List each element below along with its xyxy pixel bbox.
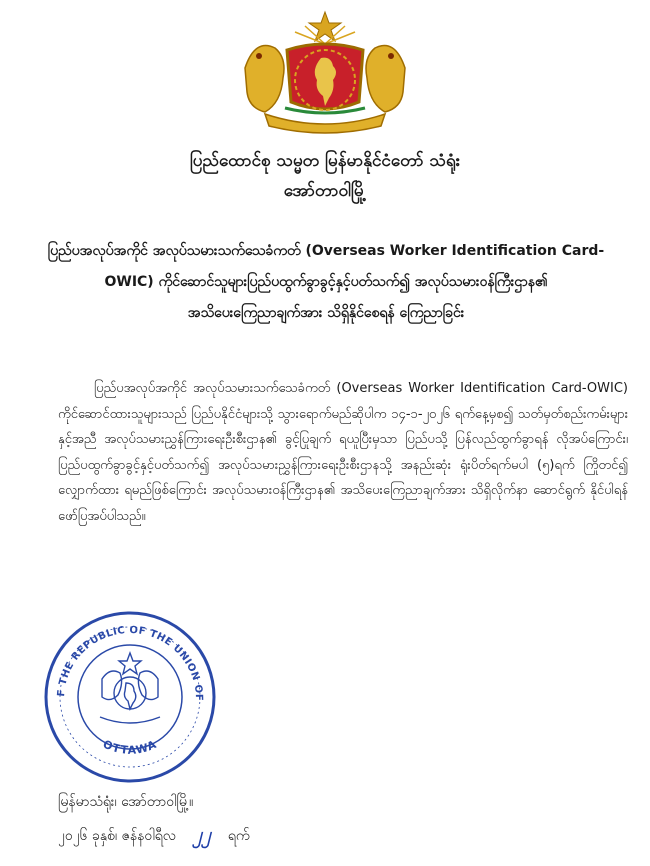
date-day-handwritten: ၂၂	[193, 824, 211, 845]
subject-line-3: အသိပေးကြေညာချက်အား သိရှိနိုင်စေရန် ကြေညာခြင်း	[187, 305, 465, 321]
issuer-line: မြန်မာသံရုံး၊ အော်တာဝါမြို့။	[58, 794, 194, 810]
body-paragraph: ပြည်ပအလုပ်အကိုင် အလုပ်သမားသက်သေခံကတ် (Overseas Worker Identification Card-OWIC) ကိုင်ဆောင်ထားသူများသည် ပြည်ပနိုင်ငံများသို့ သွားရောက်မည်ဆိုပါက ၁၄-၁-၂၀၂၆ ရက်နေ့မှစ၍ သတ်မှတ်စည်းကမ်းများနှင့်အညီ အလုပ်သမားညွှန်ကြားရေးဦးစီးဌာန၏ ခွင့်ပြုချက် ရယူပြီးမှသာ ပြည်ပသို့ ပြန်လည်ထွက်ခွာရန် လိုအပ်ကြောင်း၊ ပြည်ပထွက်ခွာခွင့်နှင့်ပတ်သက်၍ အလုပ်သမားညွှန်ကြားရေးဦးစီးဌာနသို့ အနည်းဆုံး ရုံးပိတ်ရက်မပါ (၅)ရက် ကြိုတင်၍ လျှောက်ထား ရမည်ဖြစ်ကြောင်း အလုပ်သမားဝန်ကြီးဌာန၏ အသိပေးကြေညာချက်အား သိရှိလိုက်နာ ဆောင်ရွက် နိုင်ပါရန် ဖော်ပြအပ်ပါသည်။	[58, 381, 628, 524]
seal-bottom-text: OTTAWA	[100, 737, 160, 757]
embassy-seal-icon	[40, 605, 220, 785]
date-prefix: ၂၀၂၆ ခုနှစ်၊ ဇန်နဝါရီလ	[58, 828, 176, 844]
date-line	[58, 822, 250, 849]
date-suffix: ရက်	[227, 828, 250, 844]
subject-line-2: OWIC) ကိုင်ဆောင်သူများပြည်ပထွက်ခွာခွင့်နှင့်ပတ်သက်၍ အလုပ်သမားဝန်ကြီးဌာန၏	[104, 274, 548, 290]
embassy-title: ပြည်ထောင်စု သမ္မတ မြန်မာနိုင်ငံတော် သံရုံး	[189, 151, 461, 171]
subject-line-1: ပြည်ပအလုပ်အကိုင် အလုပ်သမားသက်သေခံကတ် (Overseas Worker Identification Card-	[47, 243, 605, 259]
svg-text:OTTAWA	[101, 738, 159, 757]
state-emblem-icon	[235, 8, 415, 134]
notice-subject	[30, 236, 622, 329]
svg-text:EMBASSY OF THE REPUBLIC OF THE	[40, 605, 204, 701]
embassy-city: အော်တာဝါမြို့	[283, 181, 367, 201]
seal-top-text: F THE REPUBLIC OF THE UNION OF	[55, 624, 205, 702]
notice-body	[58, 376, 628, 529]
